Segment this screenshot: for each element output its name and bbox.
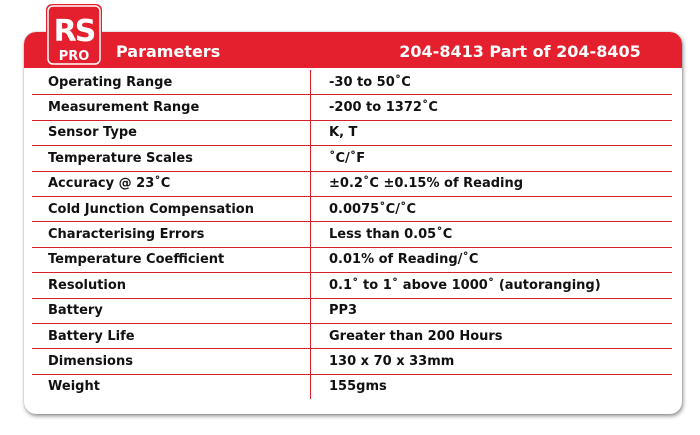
table-header (24, 32, 682, 68)
row-value: -30 to 50˚C (311, 70, 673, 95)
row-value: Less than 0.05˚C (311, 222, 673, 247)
row-value: 130 x 70 x 33mm (311, 349, 673, 374)
row-label: Operating Range (32, 70, 311, 95)
row-value: ±0.2˚C ±0.15% of Reading (311, 171, 673, 196)
row-label: Dimensions (32, 349, 311, 374)
table-row (32, 95, 672, 120)
row-value: 0.1˚ to 1˚ above 1000˚ (autoranging) (311, 273, 673, 298)
row-label: Characterising Errors (32, 222, 311, 247)
table-row (32, 171, 672, 196)
row-value: 0.01% of Reading/˚C (311, 247, 673, 272)
parameters-card (24, 32, 682, 414)
table-row (32, 120, 672, 145)
row-label: Accuracy @ 23˚C (32, 171, 311, 196)
table-row (32, 247, 672, 272)
row-value: PP3 (311, 298, 673, 323)
table-row (32, 298, 672, 323)
table-row (32, 146, 672, 171)
header-parameters-title: Parameters (116, 42, 221, 61)
row-label: Weight (32, 374, 311, 399)
logo-pro-text: PRO (58, 49, 90, 64)
row-value: Greater than 200 Hours (311, 323, 673, 348)
parameters-table (32, 70, 672, 399)
table-row (32, 196, 672, 221)
logo-rs-text: RS (53, 14, 95, 49)
table-row (32, 70, 672, 95)
row-label: Battery (32, 298, 311, 323)
header-part-number: 204-8413 Part of 204-8405 (399, 42, 641, 61)
table-row (32, 374, 672, 399)
table-row (32, 222, 672, 247)
table-row (32, 349, 672, 374)
row-value: K, T (311, 120, 673, 145)
row-label: Cold Junction Compensation (32, 196, 311, 221)
row-label: Battery Life (32, 323, 311, 348)
row-label: Measurement Range (32, 95, 311, 120)
row-value: -200 to 1372˚C (311, 95, 673, 120)
row-value: ˚C/˚F (311, 146, 673, 171)
row-label: Temperature Scales (32, 146, 311, 171)
row-label: Resolution (32, 273, 311, 298)
row-value: 155gms (329, 379, 387, 395)
rs-pro-logo (46, 4, 102, 66)
row-value: 0.0075˚C/˚C (311, 196, 673, 221)
row-label: Sensor Type (32, 120, 311, 145)
table-row (32, 273, 672, 298)
row-label: Temperature Coefficient (32, 247, 311, 272)
table-row (32, 323, 672, 348)
